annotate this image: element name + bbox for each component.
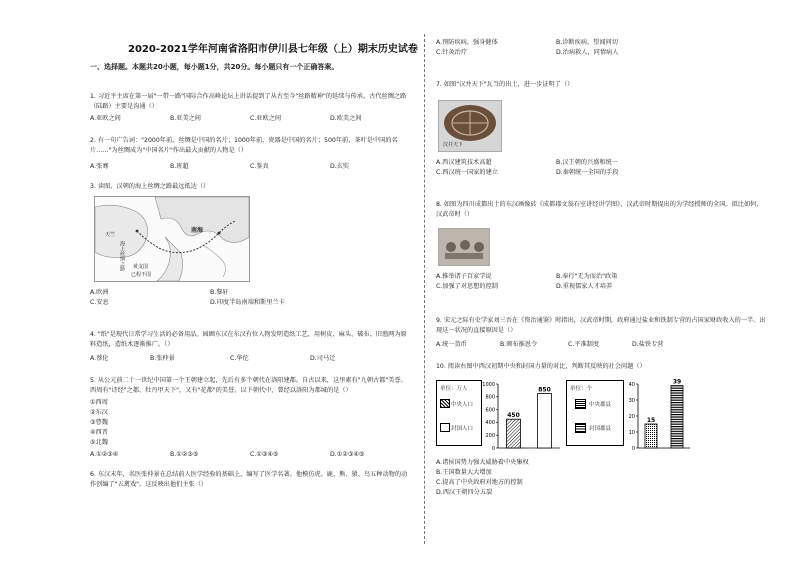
chart2-legend-swatch-1 [575, 399, 586, 409]
chart2-legend-swatch-2 [575, 423, 586, 433]
question-4-options [90, 354, 410, 364]
chart2-tick-label-4: 40 [628, 381, 635, 388]
chart2-tick-label-2: 20 [628, 413, 635, 420]
q5-item-1: ①西周 [90, 399, 108, 406]
chart2-data-label-0: 15 [646, 417, 656, 424]
map-label-a: 天竺 [105, 232, 116, 238]
chart1-data-label-0: 450 [507, 412, 520, 420]
q1-option-a[interactable]: A.亚欧之间 [90, 115, 121, 122]
q6-option-b[interactable]: B.诊断疾病，望闻问切 [556, 39, 618, 46]
map-label-b: 海上丝绸之路 [119, 241, 125, 271]
q9-option-b[interactable]: B.颁布推恩令 [500, 341, 538, 348]
q5-option-b[interactable]: B.①②③⑤ [170, 451, 199, 458]
tile-caption: 汉并天下 [443, 142, 464, 148]
question-3-stem: 3. 读图，汉朝的海上丝绸之路最远抵达（） [90, 183, 210, 190]
q8-option-a[interactable]: A.推举诸子百家学说 [436, 273, 492, 280]
q5-item-4: ④西晋 [90, 429, 108, 436]
q8-option-b[interactable]: B.奉行"无为而治"政策 [556, 273, 618, 280]
q5-item-5: ⑤北魏 [90, 439, 108, 446]
chart2-legend-2: 封国郡县 [589, 426, 612, 432]
question-8-options [436, 272, 766, 294]
map-label-e: 南海 [191, 227, 204, 234]
chart1-tick-label-0: 0 [491, 445, 495, 452]
q3-option-c[interactable]: C.安息 [90, 299, 109, 306]
tile-image [438, 100, 502, 152]
chart1-legend-swatch-2 [440, 423, 450, 432]
chart1-unit: 单位：万人 [440, 386, 468, 392]
q6-option-d[interactable]: D.治病救人，同情病人 [556, 49, 619, 56]
population-chart [482, 378, 562, 454]
q2-option-b[interactable]: B.班超 [170, 163, 189, 170]
brick-graphic [439, 229, 489, 265]
q2-option-d[interactable]: D.玄奘 [330, 163, 350, 170]
q10-option-d[interactable]: D.西汉王朝四分五裂 [436, 489, 493, 496]
q9-option-a[interactable]: A.统一货币 [436, 341, 467, 348]
q8-option-d[interactable]: D.重视儒家人才培养 [556, 283, 613, 290]
section-heading: 一、选择题。本题共20小题，每小题1分，共20分。每小题只有一个正确答案。 [90, 63, 339, 71]
q2-option-a[interactable]: A.张骞 [90, 163, 109, 170]
question-2-options [90, 162, 410, 172]
question-5-items [90, 398, 190, 450]
chart2-bar-1 [671, 386, 683, 448]
chart1-tick-label-5: 1000 [482, 381, 495, 388]
q1-option-b[interactable]: B.亚美之间 [170, 115, 201, 122]
column-divider [424, 34, 425, 544]
q5-item-2: ②东汉 [90, 409, 108, 416]
chart1-legend-2: 封国人口 [451, 426, 474, 432]
q7-option-a[interactable]: A.西汉建筑技术高超 [436, 159, 492, 166]
chart2-legend-1: 中央郡县 [589, 402, 612, 408]
q4-option-d[interactable]: D.司马迁 [310, 355, 336, 362]
chart1-bar-0 [507, 419, 521, 448]
question-7-options [436, 158, 766, 180]
question-9-stem: 9. 宋元之际有史学家刘三吾在《资治通鉴》时指出，汉武帝时期，政府通过盐业和铁制专营的占国家财政收入的一半。出现这一状况的直接原因是（） [436, 317, 766, 334]
q1-option-c[interactable]: C.亚欧之间 [250, 115, 282, 122]
question-4-stem: 4. "纸"是现代日常学习生活的必备用品。园圃东汉在东汉有位人物发明造纸工艺，用树皮、麻头、破布、旧渔网为原料造纸，造纸术逐渐推广。（） [90, 331, 407, 348]
brick-image [438, 228, 490, 266]
chart2-bar-0 [645, 424, 657, 448]
chart1-bar-1 [538, 394, 552, 448]
question-10-options [436, 458, 766, 502]
chart1-tick-label-3: 600 [485, 407, 495, 414]
chart2-tick-label-1: 10 [628, 429, 635, 436]
chart2-legend-box [566, 380, 624, 446]
q10-option-b[interactable]: B.王国数量大大增加 [436, 469, 492, 476]
q4-option-a[interactable]: A.蔡伦 [90, 355, 109, 362]
q5-option-d[interactable]: D.①②③④⑤ [330, 451, 365, 458]
q2-option-c[interactable]: C.鉴真 [250, 163, 269, 170]
chart2-tick-label-3: 30 [628, 397, 635, 404]
exam-title: 2020-2021学年河南省洛阳市伊川县七年级（上）期末历史试卷 [128, 44, 418, 55]
question-5-options [90, 450, 410, 460]
q3-option-b[interactable]: B.黎轩 [210, 289, 229, 296]
chart2-data-label-1: 39 [672, 378, 682, 386]
q1-option-d[interactable]: D.欧美之间 [330, 115, 362, 122]
county-chart [622, 378, 692, 454]
q3-option-d[interactable]: D.印度半岛南端和斯里兰卡 [210, 299, 285, 306]
silk-road-map [94, 196, 250, 282]
question-1-stem: 1. 习近平主席在第一届"一带一路"国际合作高峰论坛上讲话提到了从古至今"丝路精神"的延续与传承。古代丝绸之路（陆路）主要是沟通（） [90, 93, 407, 110]
question-6-stem: 6. 东汉末年，名医张仲景在总结前人医学经验的基础上，编写了医学名著。他模仿虎、鹿、熊、猿、鸟五种动物的动作创编了"五禽戏"。这反映出他们主张（） [90, 471, 408, 488]
question-10-stem: 10. 阅读右图中西汉初期中央和封国力量的对比，判断其反映的社会问题（） [436, 363, 646, 370]
q10-option-a[interactable]: A.诸侯国势力强大威胁着中央集权 [436, 459, 529, 466]
q4-option-c[interactable]: C.华佗 [230, 355, 249, 362]
chart1-data-label-1: 850 [538, 386, 551, 394]
q5-option-a[interactable]: A.①②③④ [90, 451, 119, 458]
q7-option-b[interactable]: B.汉王朝的兴盛和统一 [556, 159, 618, 166]
q5-option-c[interactable]: C.①③④⑤ [250, 451, 279, 458]
question-6-options [436, 38, 766, 60]
map-label-d: 已程不国 [131, 272, 152, 278]
q3-option-a[interactable]: A.欧洲 [90, 289, 109, 296]
q5-item-3: ③曹魏 [90, 419, 108, 426]
q7-option-d[interactable]: D.秦朝统一全国的手段 [556, 169, 619, 176]
q6-option-a[interactable]: A.预防疾病，强身健体 [436, 39, 498, 46]
q6-option-c[interactable]: C.针灸治疗 [436, 49, 468, 56]
chart1-legend-swatch-1 [440, 399, 450, 408]
map-label-c: 黄支国 [133, 264, 149, 270]
q10-option-c[interactable]: C.提高了中央政府对地方的控制 [436, 479, 523, 486]
question-1-options [90, 114, 410, 124]
q8-option-c[interactable]: C.加强了对思想的控制 [436, 283, 498, 290]
chart1-tick-label-4: 800 [485, 394, 495, 401]
question-5-stem: 5. 从公元前二十一世纪中国第一个王朝建立起，先后有多个朝代在洛阳建都。自古以来，这里素有"九朝古都"美誉。西周有"诗经"之都、牡丹甲天下"，又有"花都"的美誉。以下朝代中，曾经以洛阳为都城的是（） [90, 377, 407, 394]
question-3-options [90, 288, 410, 310]
q9-option-c[interactable]: C.平准制度 [568, 341, 600, 348]
q4-option-b[interactable]: B.张仲景 [150, 355, 175, 362]
chart1-tick-label-2: 400 [485, 420, 495, 427]
chart1-tick-label-1: 200 [485, 433, 495, 439]
chart1-legend-1: 中央人口 [451, 402, 474, 408]
question-9-options [436, 340, 766, 350]
chart2-unit: 单位：个 [570, 386, 593, 392]
chart2-tick-label-0: 0 [631, 445, 635, 452]
question-2-stem: 2. 有一句广告词："2000年前，丝绸是中国的名片；1000年前，瓷器是中国的名片；500年前，茶叶是中国的名片……"为丝绸成为"中国名片"作出最大贡献的人物是（） [90, 137, 398, 154]
question-8-stem: 8. 如图为四川成都出土的东汉画像砖《成都郡文翁石室讲经讲学图》，汉武帝时期提出的为学经授师的全国。拟比如何，汉武帝时（） [436, 201, 763, 218]
q7-option-c[interactable]: C.西汉统一国家的建立 [436, 169, 498, 176]
question-7-stem: 7. 如图"汉并天下"瓦当的出土，进一步证明了（） [436, 81, 574, 88]
chart1-legend-box [436, 380, 482, 446]
q9-option-d[interactable]: D.盐铁专营 [632, 341, 664, 348]
